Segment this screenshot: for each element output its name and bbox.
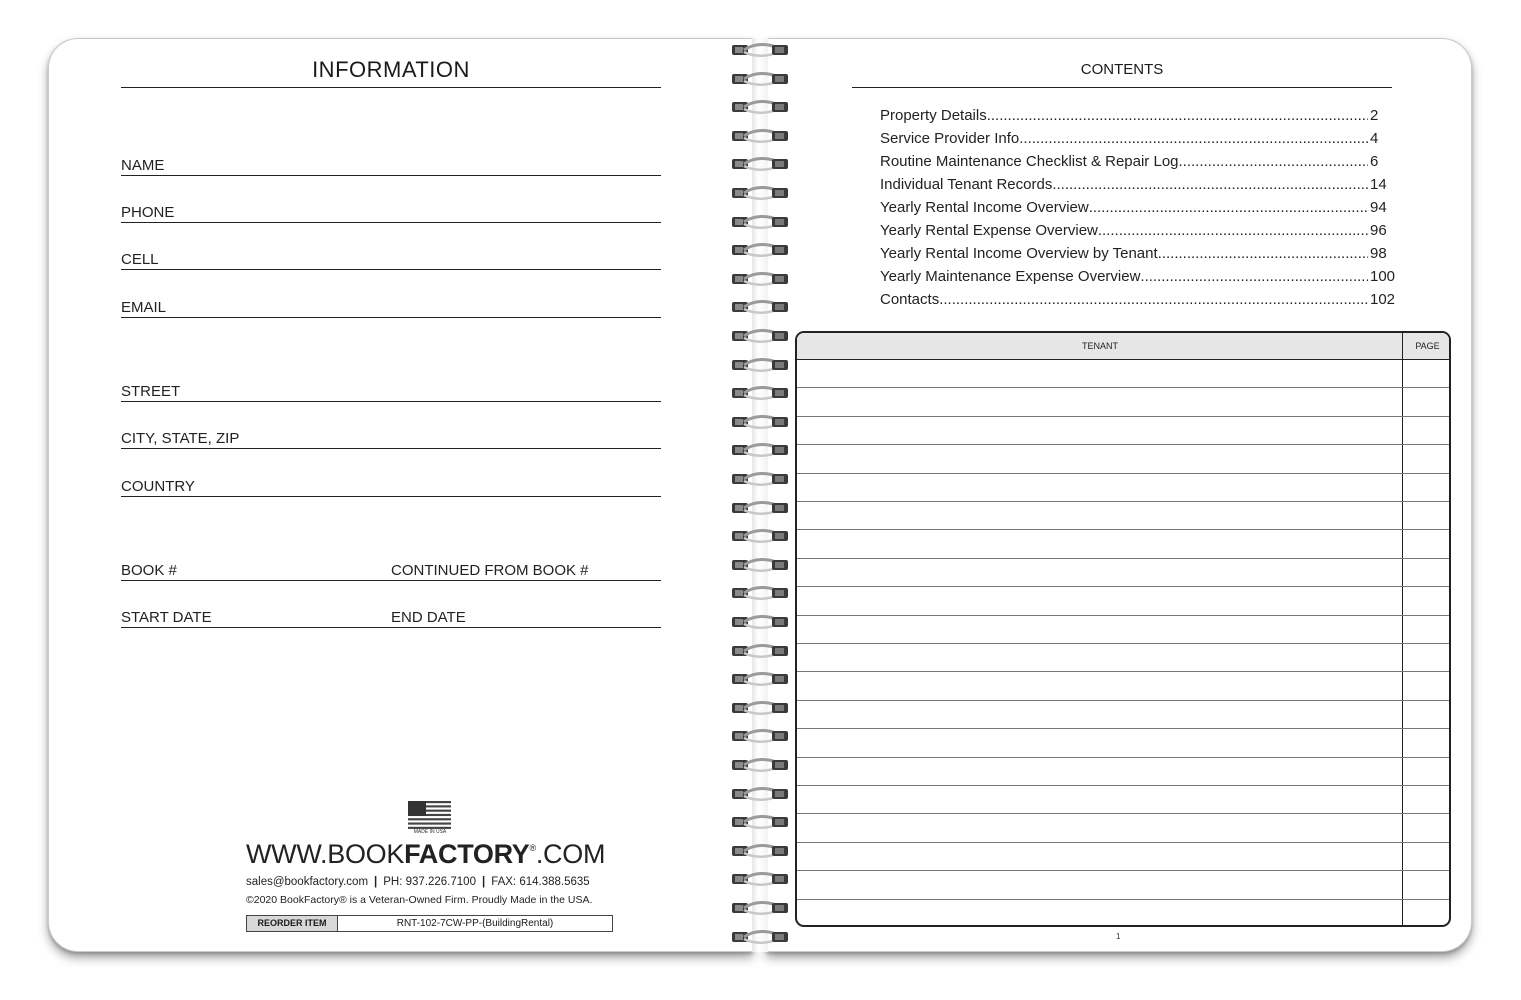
toc-dot-leader	[1140, 268, 1368, 285]
brand-prefix: WWW.BOOK	[246, 839, 405, 869]
spiral-coil	[728, 299, 790, 315]
continued-from-label: CONTINUED FROM BOOK #	[391, 562, 589, 579]
contents-title: CONTENTS	[1080, 61, 1164, 78]
table-row-line	[797, 444, 1449, 445]
table-row-line	[797, 785, 1449, 786]
spiral-coil	[728, 128, 790, 144]
table-row-line	[797, 416, 1449, 417]
spiral-coil	[728, 929, 790, 945]
toc-item-title: Routine Maintenance Checklist & Repair Log	[880, 153, 1179, 170]
toc-item-page: 100	[1370, 268, 1396, 285]
phone-field[interactable]	[121, 204, 661, 223]
toc-item-page: 98	[1370, 245, 1387, 262]
start-date-field[interactable]	[121, 609, 391, 628]
name-field[interactable]	[121, 157, 661, 176]
toc-dot-leader	[1179, 153, 1369, 170]
table-row-line	[797, 558, 1449, 559]
separator: |	[481, 876, 486, 888]
contact-fax: FAX: 614.388.5635	[491, 876, 590, 888]
toc-dot-leader	[1019, 130, 1368, 147]
toc-dot-leader	[939, 291, 1368, 308]
spiral-coil	[728, 185, 790, 201]
toc-item-title: Contacts	[880, 291, 940, 308]
made-in-usa-caption: MADE IN USA	[413, 829, 447, 835]
spiral-coil	[728, 643, 790, 659]
toc-item-title: Property Details	[880, 107, 987, 124]
information-title: INFORMATION	[312, 57, 470, 82]
spiral-coil	[728, 700, 790, 716]
continued-from-field[interactable]	[391, 562, 661, 581]
table-row-line	[797, 529, 1449, 530]
us-flag-icon	[408, 801, 451, 829]
spiral-coil	[728, 414, 790, 430]
toc-item-page: 94	[1370, 199, 1387, 216]
toc-item-title: Yearly Rental Income Overview	[880, 199, 1089, 216]
phone-label: PHONE	[121, 204, 175, 221]
spiral-coil	[728, 442, 790, 458]
toc-item[interactable]	[880, 153, 1402, 176]
tenant-table	[795, 331, 1451, 927]
spiral-coil	[728, 385, 790, 401]
brand-mark: ®	[529, 843, 536, 853]
toc-item-page: 96	[1370, 222, 1387, 239]
table-row-line	[797, 387, 1449, 388]
spiral-coil	[728, 871, 790, 887]
toc-item-title: Individual Tenant Records	[880, 176, 1053, 193]
contents-rule	[852, 87, 1392, 88]
toc-item-title: Yearly Rental Expense Overview	[880, 222, 1098, 239]
spiral-coil	[728, 528, 790, 544]
spiral-coil	[728, 156, 790, 172]
reorder-box	[246, 915, 613, 932]
toc-item[interactable]	[880, 130, 1402, 153]
toc-item[interactable]	[880, 291, 1402, 314]
reorder-label: REORDER ITEM	[247, 916, 338, 931]
spiral-coil	[728, 214, 790, 230]
spiral-coil	[728, 328, 790, 344]
toc-item-title: Service Provider Info	[880, 130, 1020, 147]
spiral-coil	[728, 843, 790, 859]
table-row-line	[797, 757, 1449, 758]
reorder-value: RNT-102-7CW-PP-(BuildingRental)	[396, 918, 554, 929]
toc-dot-leader	[1089, 199, 1368, 216]
spiral-coil	[728, 614, 790, 630]
tenant-table-header	[797, 333, 1449, 360]
contents-page	[766, 38, 1472, 952]
toc-dot-leader	[1158, 245, 1368, 262]
start-date-label: START DATE	[121, 609, 212, 626]
contact-email[interactable]: sales@bookfactory.com	[246, 876, 369, 888]
legal-notice: ©2020 BookFactory® is a Veteran-Owned Firm. Proudly Made in the USA.	[246, 894, 593, 906]
brand-suffix: .COM	[535, 839, 606, 869]
name-label: NAME	[121, 157, 165, 174]
toc-item[interactable]	[880, 176, 1402, 199]
column-divider	[1402, 333, 1403, 925]
cell-field[interactable]	[121, 251, 661, 270]
spiral-coil	[728, 271, 790, 287]
end-date-field[interactable]	[391, 609, 661, 628]
country-field[interactable]	[121, 478, 661, 497]
street-field[interactable]	[121, 383, 661, 402]
spiral-coil	[728, 900, 790, 916]
toc-item-page: 102	[1370, 291, 1396, 308]
spiral-coil	[728, 557, 790, 573]
table-row-line	[797, 671, 1449, 672]
toc-item[interactable]	[880, 199, 1402, 222]
table-row-line	[797, 700, 1449, 701]
page-column-header: PAGE	[1415, 341, 1440, 351]
table-row-line	[797, 842, 1449, 843]
toc-item-title: Yearly Rental Income Overview by Tenant	[880, 245, 1158, 262]
spiral-coil	[728, 357, 790, 373]
page-number: 1	[1116, 932, 1121, 941]
country-label: COUNTRY	[121, 478, 195, 495]
city-state-zip-field[interactable]	[121, 430, 661, 449]
table-row-line	[797, 870, 1449, 871]
spiral-coil	[728, 500, 790, 516]
street-label: STREET	[121, 383, 181, 400]
table-row-line	[797, 813, 1449, 814]
contact-line	[246, 876, 590, 888]
table-row-line	[797, 586, 1449, 587]
toc-item[interactable]	[880, 268, 1402, 291]
tenant-column-header: TENANT	[1082, 341, 1118, 351]
toc-dot-leader	[987, 107, 1368, 124]
toc-item-title: Yearly Maintenance Expense Overview	[880, 268, 1141, 285]
table-row-line	[797, 899, 1449, 900]
toc-item-page: 4	[1370, 130, 1379, 147]
toc-dot-leader	[1052, 176, 1368, 193]
toc-item-page: 6	[1370, 153, 1379, 170]
toc-item[interactable]	[880, 245, 1402, 268]
table-of-contents	[880, 107, 1402, 314]
table-row-line	[797, 643, 1449, 644]
spiral-coil	[728, 471, 790, 487]
toc-dot-leader	[1098, 222, 1368, 239]
email-label: EMAIL	[121, 299, 167, 316]
book-number-field[interactable]	[121, 562, 391, 581]
email-field[interactable]	[121, 299, 661, 318]
table-row-line	[797, 473, 1449, 474]
spiral-binding	[728, 40, 792, 945]
spiral-coil	[728, 786, 790, 802]
spiral-coil	[728, 242, 790, 258]
toc-item-page: 2	[1370, 107, 1379, 124]
contact-phone: PH: 937.226.7100	[383, 876, 476, 888]
city-state-zip-label: CITY, STATE, ZIP	[121, 430, 240, 447]
book-number-label: BOOK #	[121, 562, 177, 579]
separator: |	[374, 876, 378, 888]
table-row-line	[797, 615, 1449, 616]
spiral-coil	[728, 757, 790, 773]
spiral-coil	[728, 42, 790, 58]
toc-item-page: 14	[1370, 176, 1387, 193]
end-date-label: END DATE	[391, 609, 466, 626]
spiral-coil	[728, 99, 790, 115]
spiral-coil	[728, 671, 790, 687]
spiral-coil	[728, 728, 790, 744]
title-rule	[121, 87, 661, 88]
toc-item[interactable]	[880, 222, 1402, 245]
table-row-line	[797, 501, 1449, 502]
brand-website[interactable]	[246, 839, 616, 870]
table-row-line	[797, 728, 1449, 729]
cell-label: CELL	[121, 251, 159, 268]
information-page	[48, 38, 753, 952]
spiral-coil	[728, 585, 790, 601]
spiral-coil	[728, 814, 790, 830]
toc-item[interactable]	[880, 107, 1402, 130]
brand-bold: FACTORY	[404, 839, 530, 869]
spiral-coil	[728, 71, 790, 87]
